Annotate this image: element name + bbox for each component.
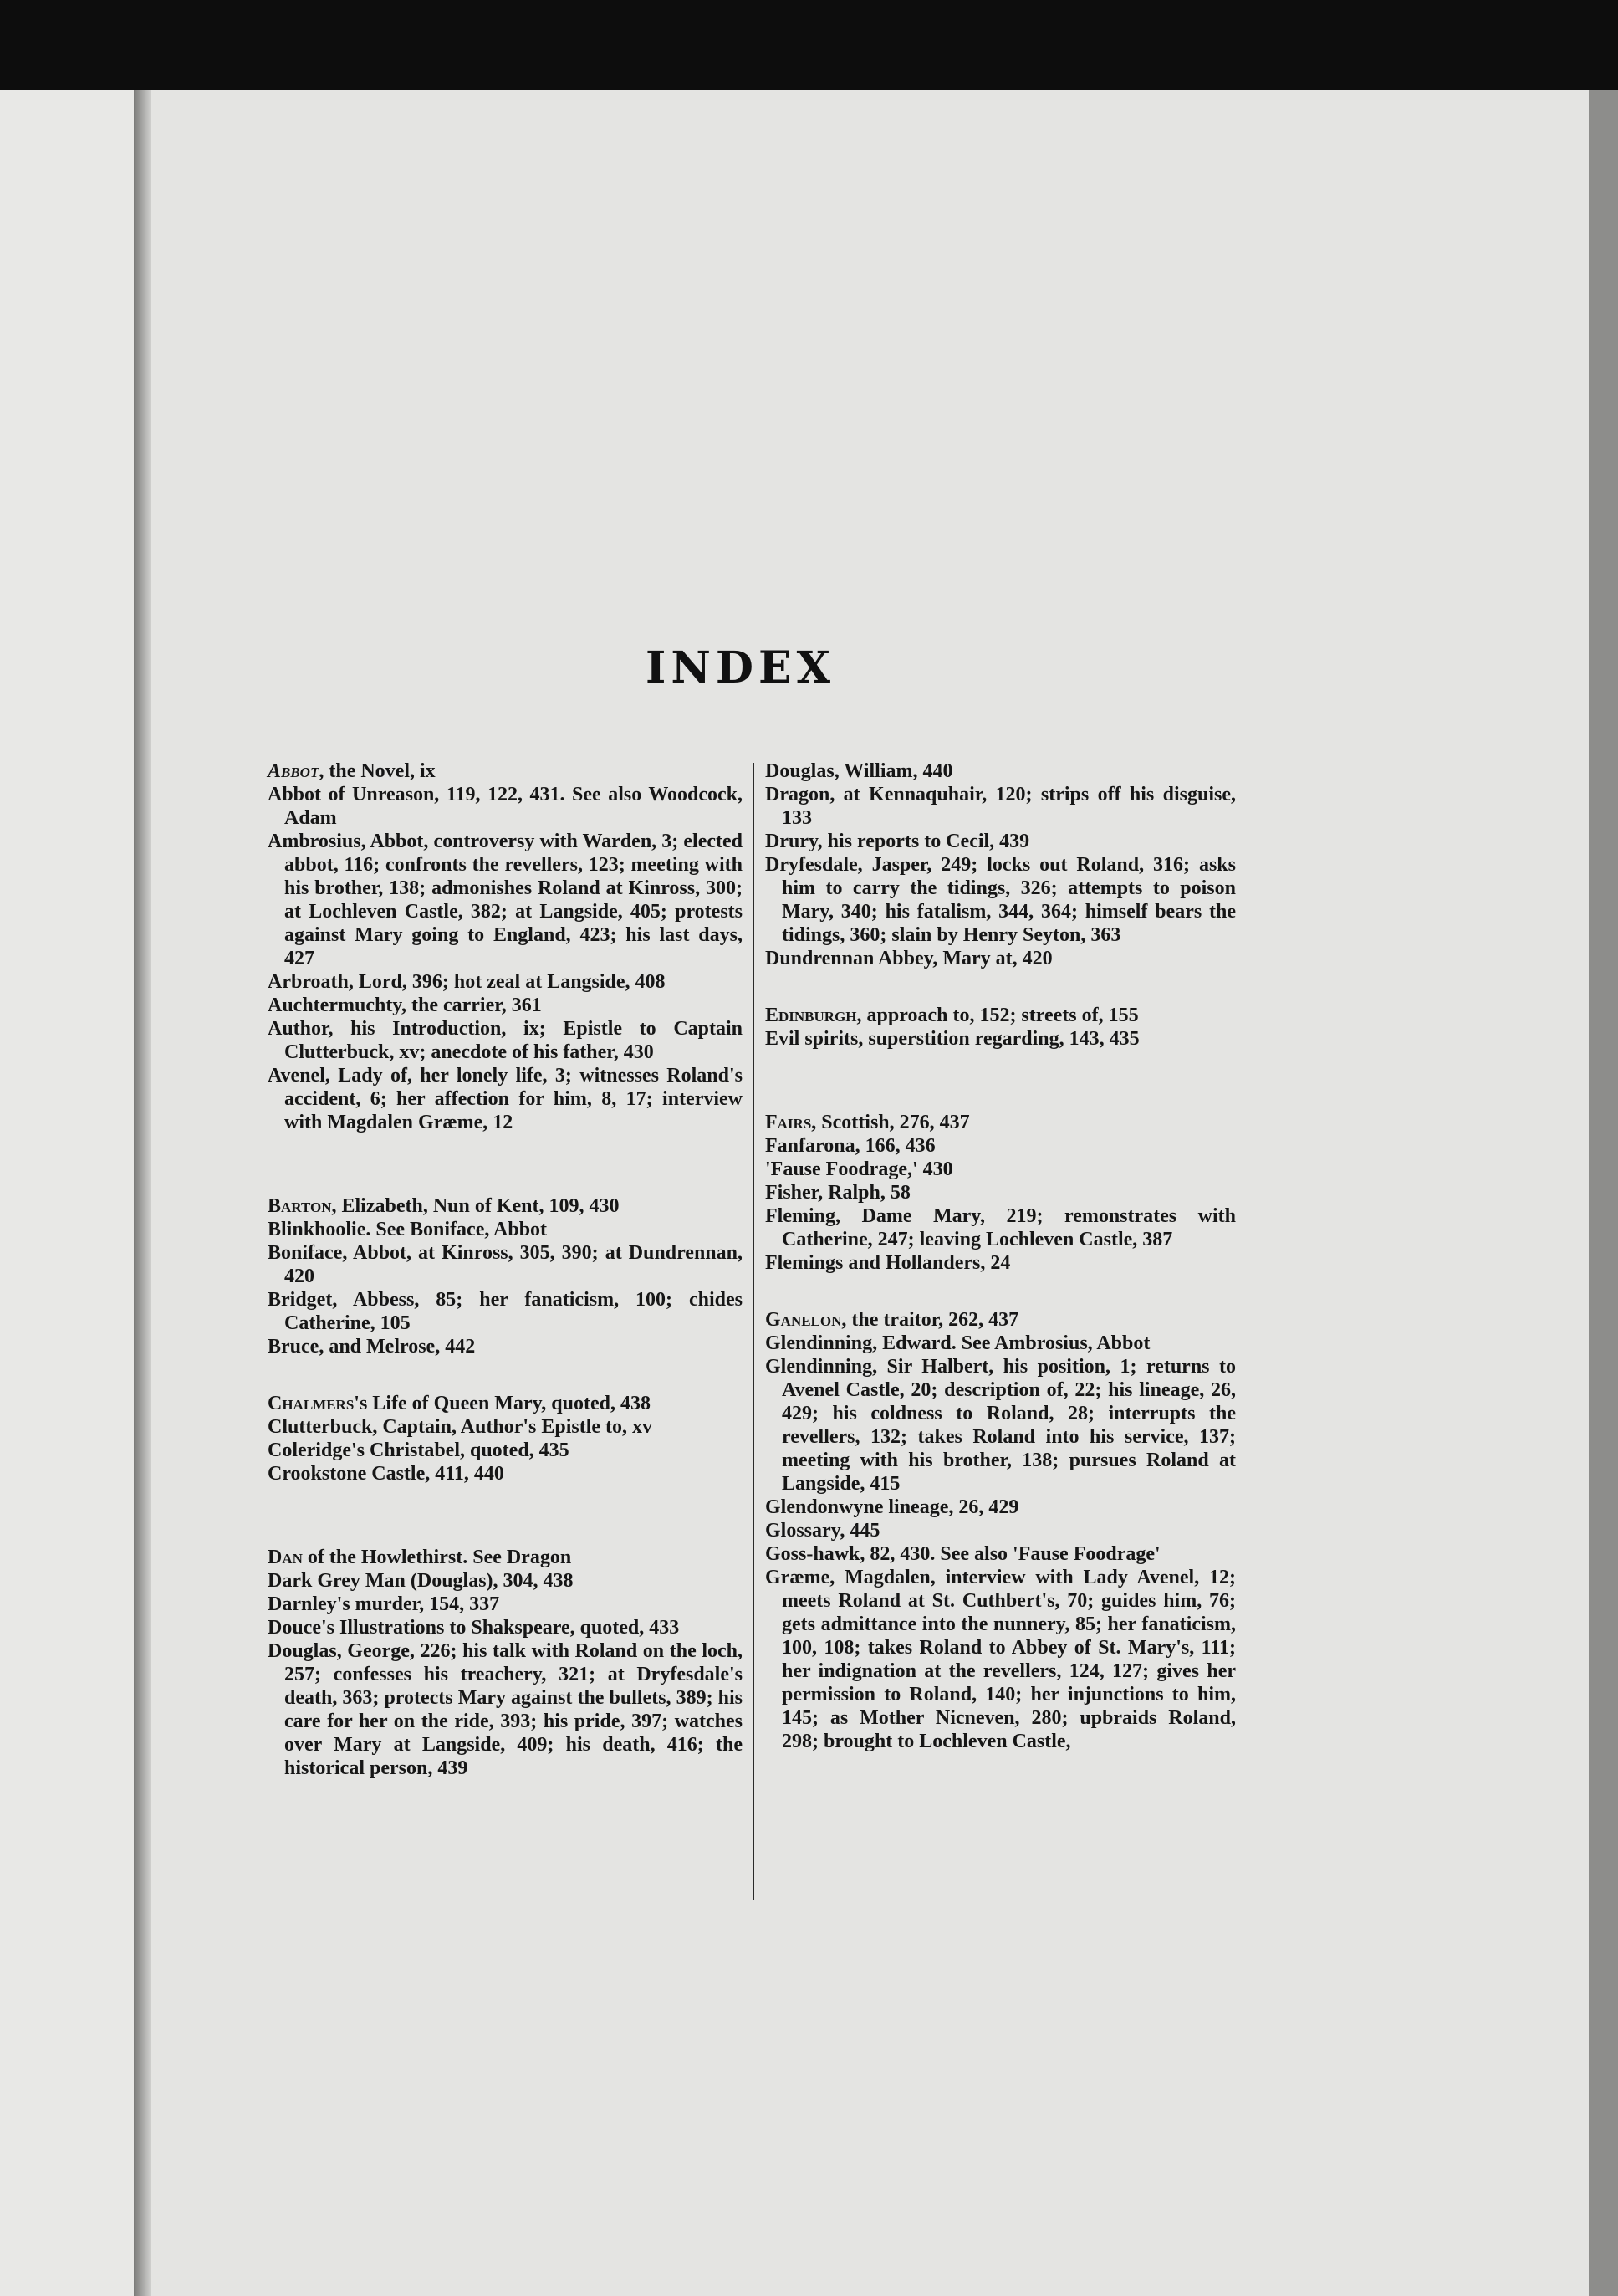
index-entry: Dryfesdale, Jasper, 249; locks out Roland, 316; asks him to carry the tidings, 326; attempts to poison Mary, 340; his fatalism, 344, 364; himself bears the tidings, 360; slain by Henry Seyton, 363 — [765, 854, 1236, 946]
index-entry: Fleming, Dame Mary, 219; remonstrates with Catherine, 247; leaving Lochleven Castle, 387 — [765, 1205, 1236, 1250]
index-entry: Ambrosius, Abbot, controversy with Warden, 3; elected abbot, 116; confronts the revellers, 123; meeting with his brother, 138; admonishes Roland at Kinross, 300; at Lochleven Castle, 382; at Langside, 405; protests against Mary going to England, 423; his last days, 427 — [268, 831, 743, 969]
index-entry: Dragon, at Kennaquhair, 120; strips off his disguise, 133 — [765, 784, 1236, 829]
page-edge-right — [1589, 90, 1618, 2296]
index-entry: Fanfarona, 166, 436 — [765, 1135, 936, 1157]
index-entry: Barton, Elizabeth, Nun of Kent, 109, 430 — [268, 1195, 620, 1217]
index-entry: Douglas, William, 440 — [765, 760, 953, 782]
index-entry: Douglas, George, 226; his talk with Roland on the loch, 257; confesses his treachery, 321; at Dryfesdale's death, 363; protects Mary against the bullets, 389; his care for her on the ride, 393; his pride, 397; watches over Mary at Langside, 409; his death, 416; the historical person, 439 — [268, 1640, 743, 1779]
index-entry: Author, his Introduction, ix; Epistle to Captain Clutterbuck, xv; anecdote of his father, 430 — [268, 1018, 743, 1063]
index-entry: Chalmers's Life of Queen Mary, quoted, 438 — [268, 1393, 651, 1414]
scan-border-top — [0, 0, 1618, 96]
index-entry: Coleridge's Christabel, quoted, 435 — [268, 1439, 569, 1461]
column-divider — [753, 763, 754, 1900]
index-entry: Dundrennan Abbey, Mary at, 420 — [765, 948, 1053, 969]
index-entry: Drury, his reports to Cecil, 439 — [765, 831, 1030, 852]
index-entry: Abbot, the Novel, ix — [268, 760, 436, 782]
index-entry: Edinburgh, approach to, 152; streets of, 155 — [765, 1005, 1139, 1026]
index-entry: Clutterbuck, Captain, Author's Epistle to, xv — [268, 1416, 653, 1438]
index-entry: Avenel, Lady of, her lonely life, 3; witnesses Roland's accident, 6; her affection for him, 8, 17; interview with Magdalen Græme, 12 — [268, 1065, 743, 1133]
index-entry: 'Fause Foodrage,' 430 — [765, 1158, 953, 1180]
index-entry: Darnley's murder, 154, 337 — [268, 1593, 500, 1615]
index-entry: Crookstone Castle, 411, 440 — [268, 1463, 504, 1485]
index-entry: Bridget, Abbess, 85; her fanaticism, 100; chides Catherine, 105 — [268, 1289, 743, 1334]
index-entry: Douce's Illustrations to Shakspeare, quoted, 433 — [268, 1617, 680, 1639]
index-entry: Ganelon, the traitor, 262, 437 — [765, 1309, 1019, 1331]
index-entry: Blinkhoolie. See Boniface, Abbot — [268, 1219, 548, 1240]
index-column-right — [765, 759, 1236, 1753]
index-entry: Glendinning, Edward. See Ambrosius, Abbot — [765, 1332, 1151, 1354]
facing-page-edge — [0, 90, 134, 2296]
index-column-left — [268, 759, 743, 1780]
index-entry: Fairs, Scottish, 276, 437 — [765, 1112, 970, 1133]
index-entry: Goss-hawk, 82, 430. See also 'Fause Foodrage' — [765, 1543, 1161, 1565]
index-entry: Bruce, and Melrose, 442 — [268, 1336, 476, 1358]
index-entry: Dan of the Howlethirst. See Dragon — [268, 1547, 572, 1568]
index-entry: Auchtermuchty, the carrier, 361 — [268, 995, 542, 1016]
index-entry: Boniface, Abbot, at Kinross, 305, 390; at Dundrennan, 420 — [268, 1242, 743, 1287]
index-entry: Abbot of Unreason, 119, 122, 431. See also Woodcock, Adam — [268, 784, 743, 829]
index-entry: Glendinning, Sir Halbert, his position, 1; returns to Avenel Castle, 20; description of, 22; his lineage, 26, 429; his coldness to Roland, 28; interrupts the revellers, 132; takes Roland into his service, 137; meeting with his brother, 138; pursues Roland at Langside, 415 — [765, 1356, 1236, 1495]
index-entry: Glendonwyne lineage, 26, 429 — [765, 1496, 1019, 1518]
index-entry: Fisher, Ralph, 58 — [765, 1182, 911, 1204]
index-entry: Flemings and Hollanders, 24 — [765, 1252, 1011, 1274]
index-entry: Glossary, 445 — [765, 1520, 880, 1542]
index-entry: Dark Grey Man (Douglas), 304, 438 — [268, 1570, 574, 1592]
page-gutter-shadow — [134, 90, 151, 2296]
index-entry: Evil spirits, superstition regarding, 143, 435 — [765, 1028, 1140, 1050]
index-entry: Græme, Magdalen, interview with Lady Avenel, 12; meets Roland at St. Cuthbert's, 70; guides him, 76; gets admittance into the nunnery, 85; her fanaticism, 100, 108; takes Roland to Abbey of St. Mary's, 111; her indignation at the revellers, 124, 127; gives her permission to Roland, 140; her injunctions to him, 145; as Mother Nicneven, 280; upbraids Roland, 298; brought to Lochleven Castle, — [765, 1567, 1236, 1752]
page-title: INDEX — [646, 642, 835, 693]
index-entry: Arbroath, Lord, 396; hot zeal at Langside, 408 — [268, 971, 666, 993]
